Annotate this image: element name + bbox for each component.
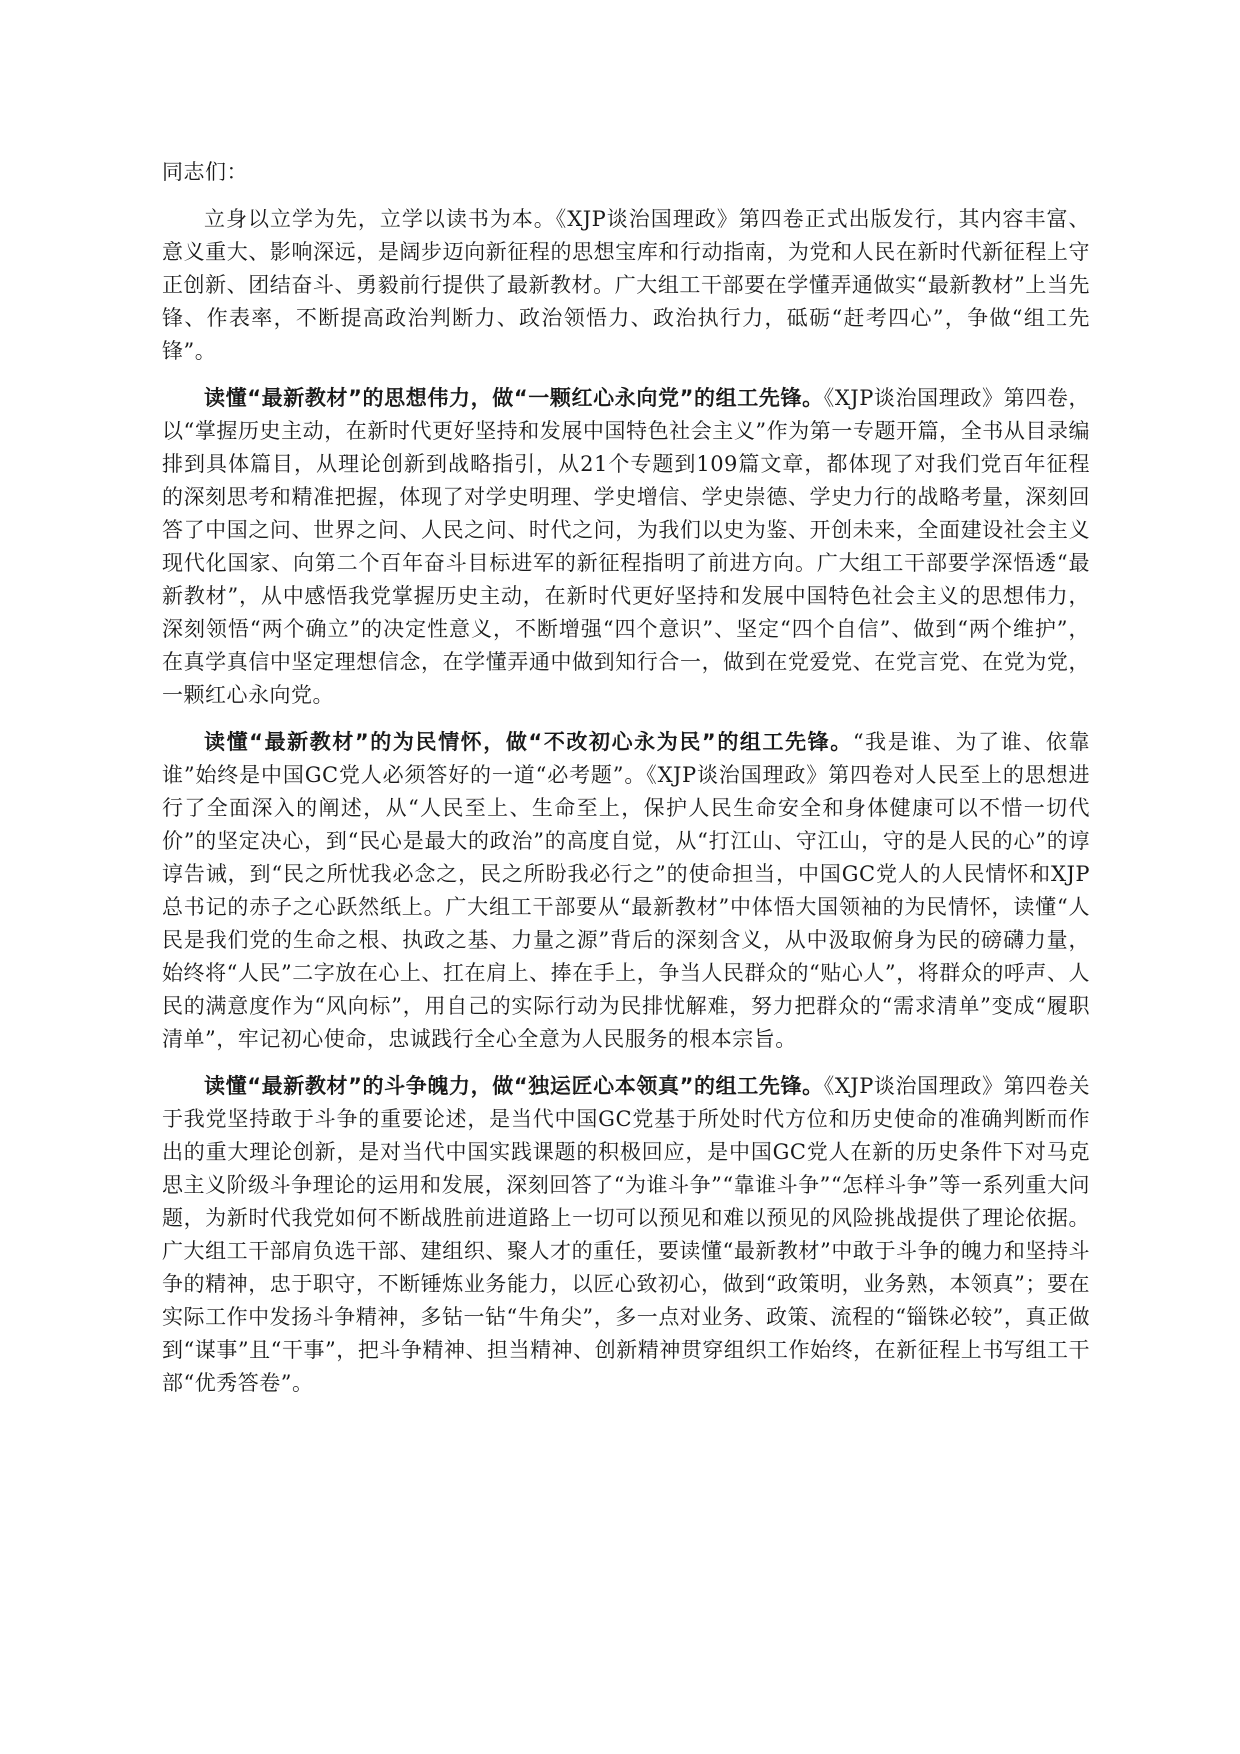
paragraph-struggle	[162, 1070, 1090, 1400]
document-page	[162, 156, 1090, 1414]
salutation: 同志们：	[162, 160, 248, 184]
paragraph-thought-power	[162, 382, 1090, 712]
paragraph-intro	[162, 203, 1090, 368]
paragraph-lead: 读懂“最新教材”的斗争魄力，做“独运匠心本领真”的组工先锋。	[204, 1074, 824, 1098]
paragraph-body: 立身以立学为先，立学以读书为本。《XJP谈治国理政》第四卷正式出版发行，其内容丰富、意义重大、影响深远，是阔步迈向新征程的思想宝库和行动指南，为党和人民在新时代新征程上守正创新、团结奋斗、勇毅前行提供了最新教材。广大组工干部要在学懂弄通做实“最新教材”上当先锋、作表率，不断提高政治判断力、政治领悟力、政治执行力，砥砺“赶考四心”，争做“组工先锋”。	[162, 207, 1090, 363]
paragraph-lead: 读懂“最新教材”的思想伟力，做“一颗红心永向党”的组工先锋。	[204, 386, 824, 410]
paragraph-lead: 读懂“最新教材”的为民情怀，做“不改初心永为民”的组工先锋。	[204, 730, 853, 754]
paragraph-body: 《XJP谈治国理政》第四卷，以“掌握历史主动，在新时代更好坚持和发展中国特色社会主义”作为第一专题开篇，全书从目录编排到具体篇目，从理论创新到战略指引，从21个专题到109篇文章，都体现了对我们党百年征程的深刻思考和精准把握，体现了对学史明理、学史增信、学史崇德、学史力行的战略考量，深刻回答了中国之问、世界之问、人民之问、时代之问，为我们以史为鉴、开创未来，全面建设社会主义现代化国家、向第二个百年奋斗目标进军的新征程指明了前进方向。广大组工干部要学深悟透“最新教材”，从中感悟我党掌握历史主动，在新时代更好坚持和发展中国特色社会主义的思想伟力，深刻领悟“两个确立”的决定性意义，不断增强“四个意识”、坚定“四个自信”、做到“两个维护”，在真学真信中坚定理想信念，在学懂弄通中做到知行合一，做到在党爱党、在党言党、在党为党，一颗红心永向党。	[162, 386, 1090, 707]
paragraph-body: “我是谁、为了谁、依靠谁”始终是中国GC党人必须答好的一道“必考题”。《XJP谈治国理政》第四卷对人民至上的思想进行了全面深入的阐述，从“人民至上、生命至上，保护人民生命安全和身体健康可以不惜一切代价”的坚定决心，到“民心是最大的政治”的高度自觉，从“打江山、守江山，守的是人民的心”的谆谆告诫，到“民之所忧我必念之，民之所盼我必行之”的使命担当，中国GC党人的人民情怀和XJP总书记的赤子之心跃然纸上。广大组工干部要从“最新教材”中体悟大国领袖的为民情怀，读懂“人民是我们党的生命之根、执政之基、力量之源”背后的深刻含义，从中汲取俯身为民的磅礴力量，始终将“人民”二字放在心上、扛在肩上、捧在手上，争当人民群众的“贴心人”，将群众的呼声、人民的满意度作为“风向标”，用自己的实际行动为民排忧解难，努力把群众的“需求清单”变成“履职清单”，牢记初心使命，忠诚践行全心全意为人民服务的根本宗旨。	[162, 730, 1090, 1051]
paragraph-people-first	[162, 726, 1090, 1056]
paragraph-body: 《XJP谈治国理政》第四卷关于我党坚持敢于斗争的重要论述，是当代中国GC党基于所处时代方位和历史使命的准确判断而作出的重大理论创新，是对当代中国实践课题的积极回应，是中国GC党人在新的历史条件下对马克思主义阶级斗争理论的运用和发展，深刻回答了“为谁斗争”“靠谁斗争”“怎样斗争”等一系列重大问题，为新时代我党如何不断战胜前进道路上一切可以预见和难以预见的风险挑战提供了理论依据。广大组工干部肩负选干部、建组织、聚人才的重任，要读懂“最新教材”中敢于斗争的魄力和坚持斗争的精神，忠于职守，不断锤炼业务能力，以匠心致初心，做到“政策明，业务熟，本领真”；要在实际工作中发扬斗争精神，多钻一钻“牛角尖”，多一点对业务、政策、流程的“锱铢必较”，真正做到“谋事”且“干事”，把斗争精神、担当精神、创新精神贯穿组织工作始终，在新征程上书写组工干部“优秀答卷”。	[162, 1074, 1090, 1395]
